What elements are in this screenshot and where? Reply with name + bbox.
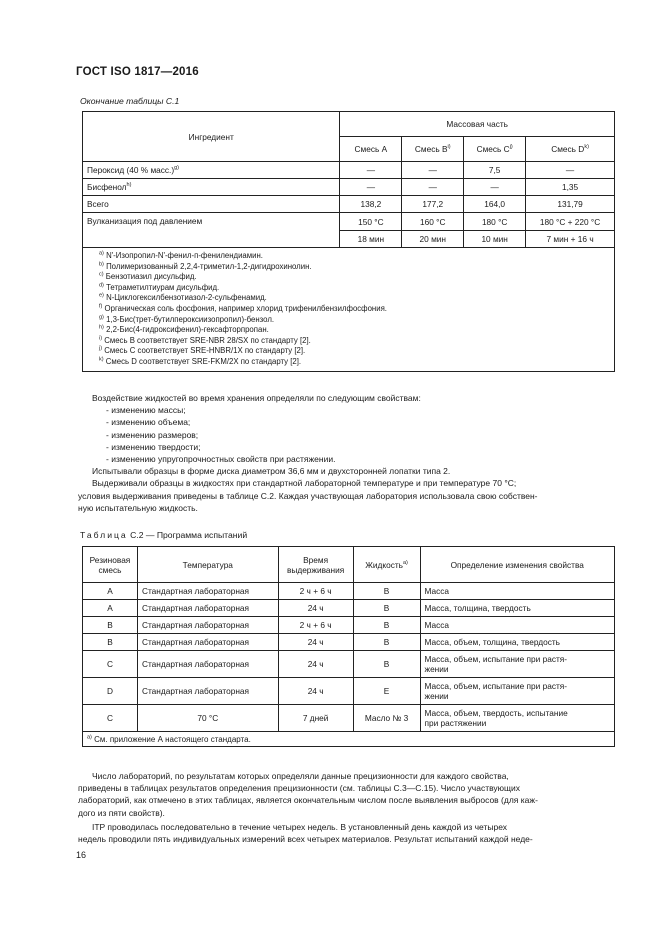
table-row (83, 179, 615, 196)
table1-notes (83, 248, 615, 372)
cell-value: — (340, 162, 402, 179)
mix-header: Смесь А (340, 137, 402, 162)
table-c1-end (82, 111, 615, 372)
cell-value: Стандартная лабораторная (137, 634, 278, 651)
footnote: $^{g)}$ 1,3-Бис(трет-бутилпероксиизопропил)-бензол. (99, 313, 275, 324)
cell-value: 18 мин (340, 231, 402, 248)
cell-line: жении (424, 664, 449, 674)
col-header: Жидкость$^{a)}$ (353, 547, 420, 583)
table2-note: $^{a)}$ См. приложение А настоящего стандарта. (83, 732, 615, 747)
cell-value: 180 °С + 220 °С (526, 213, 615, 231)
cell-value: Масса (420, 617, 614, 634)
paragraph-line: дого из пяти свойств). (78, 807, 165, 818)
cell-value: 7,5 (464, 162, 526, 179)
cell-value (420, 705, 614, 732)
table-c2-test-program (82, 546, 615, 747)
footnote: $^{d)}$ Тетраметилтиурам дисульфид. (99, 282, 220, 292)
cell-value: 70 °С (137, 705, 278, 732)
cell-value: Масса (420, 583, 614, 600)
cell-value: 24 ч (278, 651, 353, 678)
row-label: Всего (83, 196, 340, 213)
row-label: Пероксид (40 % масс.)$^{g)}$ (83, 162, 340, 179)
cell-value: Стандартная лабораторная (137, 651, 278, 678)
cell-value: 164,0 (464, 196, 526, 213)
paragraph-line: условия выдерживания приведены в таблице С.2. Каждая участвующая лаборатория использовала свою собствен- (78, 490, 538, 501)
cell-value: 160 °С (402, 213, 464, 231)
footnote: $^{f)}$ Органическая соль фосфония, например хлорид трифенилбензилфосфония. (99, 303, 387, 313)
cell-value: 1,35 (526, 179, 615, 196)
cell-value: 138,2 (340, 196, 402, 213)
cell-value: D (83, 678, 138, 705)
cell-value: Масло № 3 (353, 705, 420, 732)
cell-value: B (353, 651, 420, 678)
table1-caption: Окончание таблицы С.1 (80, 96, 180, 106)
cell-value: B (83, 634, 138, 651)
cell-value: — (402, 162, 464, 179)
footnote: $^{b)}$ Полимеризованный 2,2,4-триметил-1,2-дигидрохинолин. (99, 261, 312, 271)
cell-value: 2 ч + 6 ч (278, 583, 353, 600)
cell-value: 2 ч + 6 ч (278, 617, 353, 634)
paragraph: Выдерживали образцы в жидкостях при стандартной лабораторной температуре и при температуре 70 °С; (92, 478, 517, 489)
cell-value: B (353, 617, 420, 634)
table-row (83, 634, 615, 651)
mix-header: Смесь $C^{j)}$ (464, 137, 526, 162)
table-row (83, 196, 615, 213)
cell-value: 7 мин + 16 ч (526, 231, 615, 248)
body-text-2 (78, 770, 615, 845)
paragraph-line: ную испытательную жидкость. (78, 502, 198, 513)
cell-value: 7 дней (278, 705, 353, 732)
list-item: - изменению массы; (106, 405, 186, 416)
list-item: - изменению размеров; (106, 429, 199, 440)
cell-value: Стандартная лабораторная (137, 600, 278, 617)
cell-value: Масса, объем, толщина, твердость (420, 634, 614, 651)
document-header: ГОСТ ISO 1817—2016 (76, 66, 199, 78)
cell-line: при растяжении (424, 718, 487, 728)
cell-value: 180 °С (464, 213, 526, 231)
col-header: Резиновая смесь (83, 547, 138, 583)
cell-value: C (83, 705, 138, 732)
cell-value: — (464, 179, 526, 196)
cell-value: 131,79 (526, 196, 615, 213)
cell-value: E (353, 678, 420, 705)
mix-header: Смесь $D^{k)}$ (526, 137, 615, 162)
footnote: $^{i)}$ Смесь В соответствует SRE-NBR 28/SX по стандарту [2]. (99, 335, 311, 345)
cell-value: A (83, 583, 138, 600)
paragraph: Воздействие жидкостей во время хранения определяли по следующим свойствам: (92, 393, 421, 403)
paragraph: Число лабораторий, по результатам которых определяли данные прецизионности для каждого свойства, (92, 771, 509, 781)
col-header-ingredient: Ингредиент (83, 112, 340, 162)
footnote: $^{j)}$ Смесь С соответствует SRE-HNBR/1X по стандарту [2]. (99, 345, 306, 356)
table-row (83, 705, 615, 732)
col-header-mass: Массовая часть (340, 112, 615, 137)
paragraph: Испытывали образцы в форме диска диаметром 36,6 мм и двухсторонней лопатки типа 2. (92, 466, 451, 477)
table-row (83, 213, 615, 231)
row-label: Бисфенол$^{h)}$ (83, 179, 340, 196)
table-row (83, 162, 615, 179)
cell-value: Стандартная лабораторная (137, 583, 278, 600)
list-item: - изменению упругопрочностных свойств при растяжении. (106, 454, 336, 465)
footnote: $^{k)}$ Смесь D соответствует SRE-FKM/2X по стандарту [2]. (99, 356, 302, 366)
cell-value: Стандартная лабораторная (137, 678, 278, 705)
cell-value: B (83, 617, 138, 634)
col-header: Определение изменения свойства (420, 547, 614, 583)
cell-line: жении (424, 691, 449, 701)
cell-value: — (402, 179, 464, 196)
cell-value: 177,2 (402, 196, 464, 213)
list-item: - изменению объема; (106, 417, 191, 428)
cell-value: 24 ч (278, 678, 353, 705)
cell-value: — (526, 162, 615, 179)
paragraph: ITP проводилась последовательно в течение четырех недель. В установленный день каждой из четырех (92, 821, 508, 832)
table2-caption: Таблица С.2 — Программа испытаний (80, 530, 248, 540)
row-label: Вулканизация под давлением (83, 213, 340, 248)
footnote: $^{c)}$ Бензотиазил дисульфид. (99, 271, 197, 282)
table-row (83, 600, 615, 617)
cell-value: 24 ч (278, 634, 353, 651)
cell-line: Масса, объем, испытание при растя- (424, 681, 568, 691)
cell-line: Масса, объем, твердость, испытание (424, 708, 568, 718)
paragraph-line: лабораторий, как отмечено в этих таблицах, является окончательным числом после выявления выбросов (для каж- (78, 795, 538, 806)
page-number: 16 (76, 850, 87, 860)
footnote: $^{a)}$ N'-Изопропил-N'-фенил-п-фенилендиамин. (99, 250, 263, 260)
footnote: $^{h)}$ 2,2-Бис(4-гидроксифенил)-гексафторпропан. (99, 324, 269, 335)
paragraph-line: приведены в таблицах результатов определения прецизионности (см. таблицы С.3—С.15). Число участвующих (78, 783, 521, 794)
cell-value: B (353, 583, 420, 600)
cell-value: C (83, 651, 138, 678)
cell-value: 20 мин (402, 231, 464, 248)
cell-value: B (353, 600, 420, 617)
mix-header: Смесь $B^{i)}$ (402, 137, 464, 162)
cell-value: Стандартная лабораторная (137, 617, 278, 634)
cell-value (420, 678, 614, 705)
col-header: Температура (137, 547, 278, 583)
table-row (83, 583, 615, 600)
footnote: $^{e)}$ N-Циклогексилбензотиазол-2-сульфенамид. (99, 292, 267, 303)
cell-value: 150 °С (340, 213, 402, 231)
cell-value: — (340, 179, 402, 196)
cell-value: B (353, 634, 420, 651)
cell-value: 10 мин (464, 231, 526, 248)
table-header-row (83, 547, 615, 583)
body-text-1 (78, 392, 615, 514)
list-item: - изменению твердости; (106, 441, 201, 452)
col-header: Время выдерживания (278, 547, 353, 583)
table-row (83, 651, 615, 678)
cell-line: Масса, объем, испытание при растя- (424, 654, 568, 664)
paragraph-line: недель проводили пять индивидуальных измерений всех четырех материалов. Результат испытаний каждой неде- (78, 834, 533, 845)
cell-value (420, 651, 614, 678)
cell-value: 24 ч (278, 600, 353, 617)
cell-value: Масса, толщина, твердость (420, 600, 614, 617)
table-row (83, 678, 615, 705)
cell-value: A (83, 600, 138, 617)
table-row (83, 617, 615, 634)
